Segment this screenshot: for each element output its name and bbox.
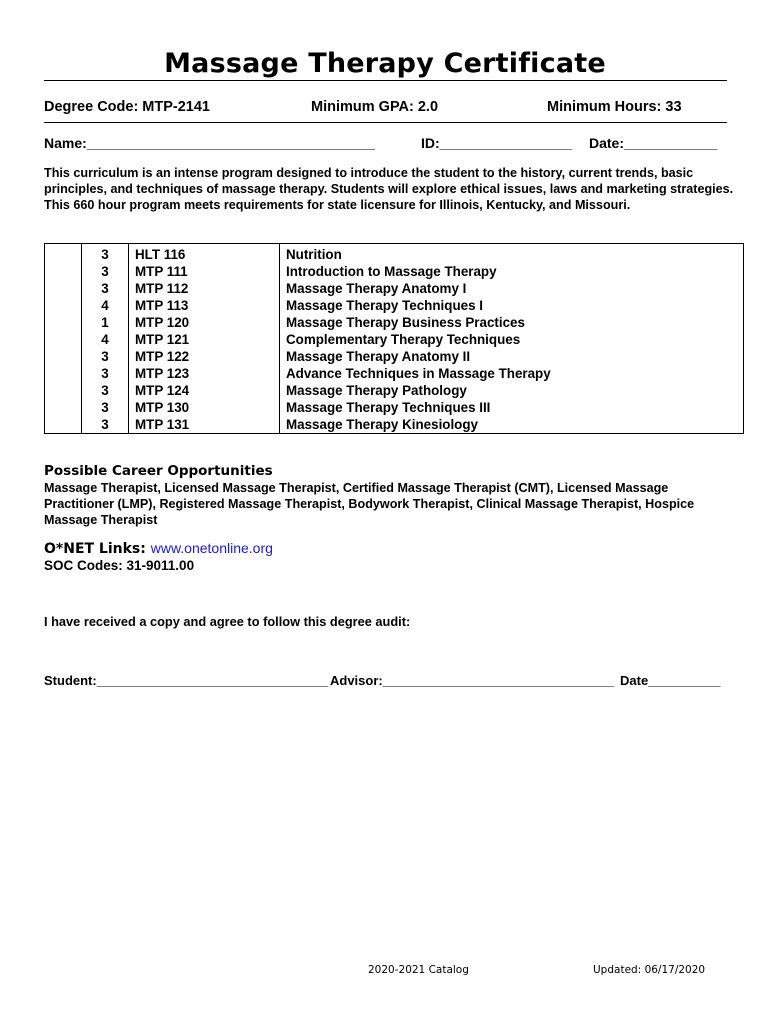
course-table [44, 243, 744, 434]
signature-date-field[interactable]: Date__________ [620, 673, 721, 688]
course-title: Massage Therapy Kinesiology [280, 416, 744, 434]
course-hours: 3 [82, 382, 129, 399]
course-row [45, 365, 744, 382]
degree-code: Degree Code: MTP-2141 [44, 99, 210, 115]
course-hours: 4 [82, 331, 129, 348]
course-row [45, 348, 744, 365]
career-heading: Possible Career Opportunities [44, 463, 273, 479]
career-list: Massage Therapist, Licensed Massage Therapist, Certified Massage Therapist (CMT), Licensed Massage Practitioner (LMP), Registered Massage Therapist, Bodywork Therapist, Clinical Massage Therapist, Hospice Massage Therapist [44, 481, 695, 527]
course-code: MTP 130 [129, 399, 280, 416]
course-code: MTP 124 [129, 382, 280, 399]
course-title: Advance Techniques in Massage Therapy [280, 365, 744, 382]
course-row [45, 297, 744, 314]
course-title: Massage Therapy Techniques I [280, 297, 744, 314]
course-blank-cell [45, 331, 82, 348]
document-title: Massage Therapy Certificate [164, 48, 606, 79]
course-code: MTP 121 [129, 331, 280, 348]
course-blank-cell [45, 244, 82, 264]
course-title: Massage Therapy Techniques III [280, 399, 744, 416]
course-hours: 3 [82, 263, 129, 280]
course-row [45, 244, 744, 264]
program-description: This curriculum is an intense program designed to introduce the student to the history, current trends, basic principles, and techniques of massage therapy. Students will explore ethical issues, laws and marketing strategies. This 660 hour program meets requirements for state licensure for Illinois, Kentucky, and Missouri. [44, 166, 734, 212]
course-hours: 3 [82, 280, 129, 297]
course-hours: 4 [82, 297, 129, 314]
course-hours: 3 [82, 416, 129, 434]
date-field[interactable]: Date:____________ [589, 135, 718, 151]
course-title: Massage Therapy Anatomy I [280, 280, 744, 297]
id-field[interactable]: ID:_________________ [421, 135, 573, 151]
course-blank-cell [45, 280, 82, 297]
course-code: MTP 120 [129, 314, 280, 331]
course-hours: 3 [82, 365, 129, 382]
minimum-hours: Minimum Hours: 33 [547, 99, 682, 115]
course-blank-cell [45, 263, 82, 280]
soc-codes: SOC Codes: 31-9011.00 [44, 558, 195, 573]
onet-links [44, 540, 273, 557]
course-blank-cell [45, 399, 82, 416]
course-title: Massage Therapy Business Practices [280, 314, 744, 331]
title-divider [44, 80, 727, 81]
course-title: Introduction to Massage Therapy [280, 263, 744, 280]
course-code: MTP 123 [129, 365, 280, 382]
footer-catalog: 2020-2021 Catalog [368, 964, 469, 976]
course-code: HLT 116 [129, 244, 280, 264]
header-divider [44, 122, 727, 123]
student-signature-field[interactable]: Student:________________________________ [44, 673, 329, 688]
course-title: Complementary Therapy Techniques [280, 331, 744, 348]
course-title: Massage Therapy Anatomy II [280, 348, 744, 365]
course-hours: 3 [82, 348, 129, 365]
course-code: MTP 112 [129, 280, 280, 297]
course-blank-cell [45, 365, 82, 382]
agreement-text: I have received a copy and agree to follow this degree audit: [44, 614, 411, 629]
course-blank-cell [45, 348, 82, 365]
footer-updated: Updated: 06/17/2020 [593, 964, 706, 976]
onet-link[interactable]: www.onetonline.org [150, 540, 273, 556]
minimum-gpa: Minimum GPA: 2.0 [311, 99, 439, 115]
course-title: Massage Therapy Pathology [280, 382, 744, 399]
name-field[interactable]: Name:_____________________________________ [44, 135, 375, 151]
course-blank-cell [45, 416, 82, 434]
course-code: MTP 131 [129, 416, 280, 434]
course-hours: 3 [82, 244, 129, 264]
advisor-signature-field[interactable]: Advisor:________________________________ [330, 673, 615, 688]
course-row [45, 314, 744, 331]
onet-label: O*NET Links: [44, 541, 146, 557]
course-blank-cell [45, 314, 82, 331]
course-hours: 1 [82, 314, 129, 331]
course-row [45, 399, 744, 416]
course-code: MTP 113 [129, 297, 280, 314]
course-row [45, 280, 744, 297]
course-code: MTP 122 [129, 348, 280, 365]
course-hours: 3 [82, 399, 129, 416]
course-code: MTP 111 [129, 263, 280, 280]
course-row [45, 416, 744, 434]
course-blank-cell [45, 297, 82, 314]
course-row [45, 263, 744, 280]
course-row [45, 382, 744, 399]
course-blank-cell [45, 382, 82, 399]
course-title: Nutrition [280, 244, 744, 264]
course-row [45, 331, 744, 348]
